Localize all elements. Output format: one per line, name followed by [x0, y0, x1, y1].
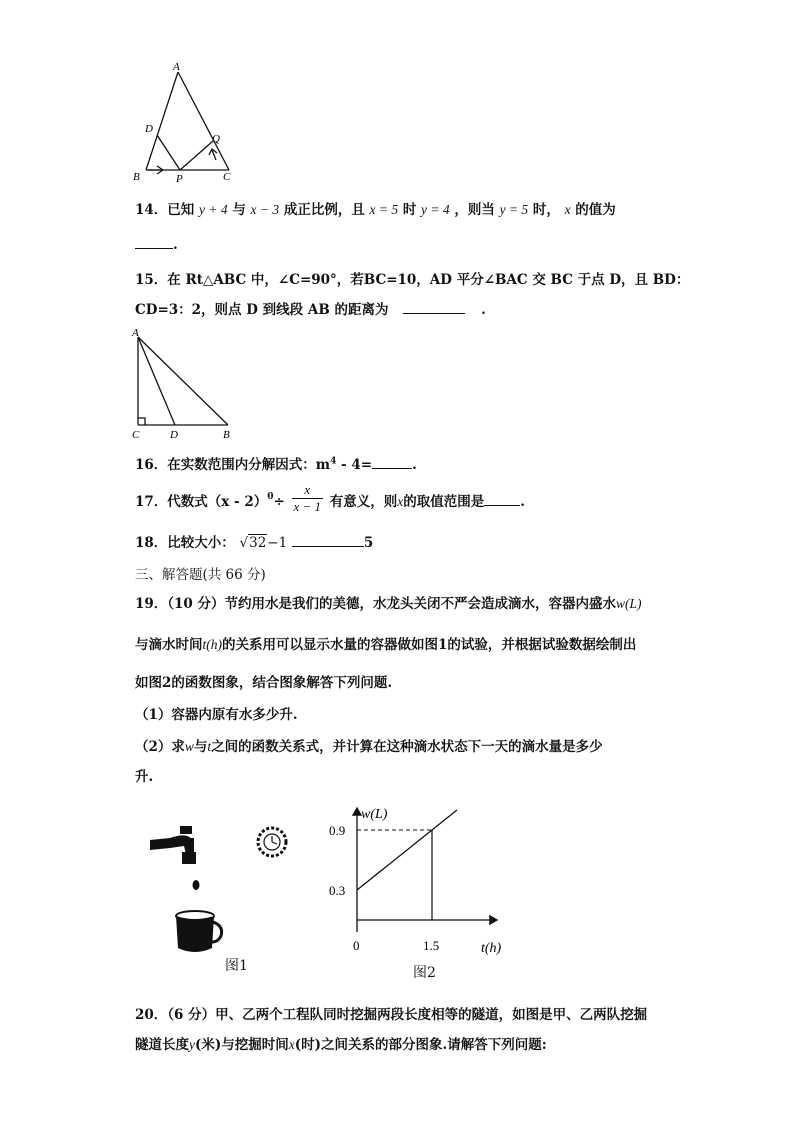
- y-tick-label: 0.9: [329, 823, 346, 838]
- question-15-line1: 15．在 Rt△ABC 中，∠C=90°，若BC=10，AD 平分∠BAC 交 BC 于点 D，且 BD：: [135, 272, 690, 288]
- y-axis-label: w(L): [361, 807, 388, 822]
- answer-blank-15[interactable]: [403, 300, 465, 314]
- question-19-sub2-line2: 升.: [135, 769, 154, 785]
- label-a: A: [132, 327, 139, 339]
- answer-blank-14[interactable]: .: [135, 235, 178, 253]
- x-axis-label: t(h): [481, 941, 502, 956]
- expr-x-minus-3: x − 3: [250, 202, 280, 217]
- expr-y-plus-4: y + 4: [199, 202, 228, 217]
- figure-1-caption: 图1: [225, 958, 248, 974]
- x-tick-label: 1.5: [423, 938, 440, 953]
- label-p: P: [176, 173, 183, 185]
- question-19-line1: 19．（10 分）节约用水是我们的美德，水龙头关闭不严会造成滴水，容器内盛水w(L): [135, 596, 642, 612]
- question-18: 18．比较大小： √32−1 5: [135, 535, 374, 551]
- section-3-heading: 三、解答题(共 66 分): [135, 567, 266, 583]
- cup-icon: [176, 911, 222, 952]
- label-c: C: [132, 429, 140, 441]
- question-19-line3: 如图2的函数图象，结合图象解答下列问题.: [135, 675, 393, 691]
- origin-label: 0: [353, 938, 360, 953]
- question-20-line1: 20．（6 分）甲、乙两个工程队同时挖掘两段长度相等的隧道，如图是甲、乙两队挖掘: [135, 1007, 648, 1023]
- label-q: Q: [212, 133, 220, 145]
- label-b: B: [133, 171, 140, 183]
- y-tick-label: 0.3: [329, 883, 346, 898]
- sqrt-expression: √32−1: [239, 535, 288, 551]
- label-a: A: [173, 61, 180, 73]
- label-d: D: [145, 123, 153, 135]
- fraction: $\frac{x}{x - 1}$: [293, 482, 322, 514]
- clock-icon: [258, 828, 286, 856]
- figure-2-caption: 图2: [413, 965, 436, 981]
- figure-triangle-pq: [128, 60, 248, 185]
- question-14: 14．已知 y + 4 与 x − 3 成正比例，且 x = 5 时 y = 4 ，则当 y = 5 时， x 的值为: [135, 202, 616, 218]
- faucet-icon: [150, 826, 200, 890]
- question-17: 17．代数式（x - 2）$^0$÷ $\frac{x}{x - 1}$ 有意义，则x的取值范围是 .: [135, 482, 525, 514]
- figure-1-illustration: [148, 818, 298, 978]
- question-19-line2: 与滴水时间t(h)的关系用可以显示水量的容器做如图1的试验，并根据试验数据绘制出: [135, 637, 637, 653]
- figure-2-graph: [325, 800, 505, 960]
- answer-blank-17[interactable]: [484, 492, 520, 506]
- question-16: 16．在实数范围内分解因式：$m^4 - 4=$ .: [135, 456, 417, 473]
- question-19-sub2: （2）求w与t之间的函数关系式，并计算在这种滴水状态下一天的滴水量是多少: [135, 739, 603, 755]
- label-d: D: [170, 429, 178, 441]
- question-20-line2: 隧道长度y(米)与挖掘时间x(时)之间关系的部分图象.请解答下列问题:: [135, 1037, 547, 1053]
- question-15-line2: CD=3：2，则点 D 到线段 AB 的距离为 .: [135, 302, 486, 318]
- series-line: [357, 810, 457, 890]
- label-c: C: [223, 171, 231, 183]
- answer-blank-18[interactable]: [292, 533, 364, 547]
- figure-right-triangle: [128, 325, 243, 443]
- question-19-sub1: （1）容器内原有水多少升.: [135, 707, 298, 723]
- label-b: B: [223, 429, 230, 441]
- answer-blank-16[interactable]: [372, 455, 412, 469]
